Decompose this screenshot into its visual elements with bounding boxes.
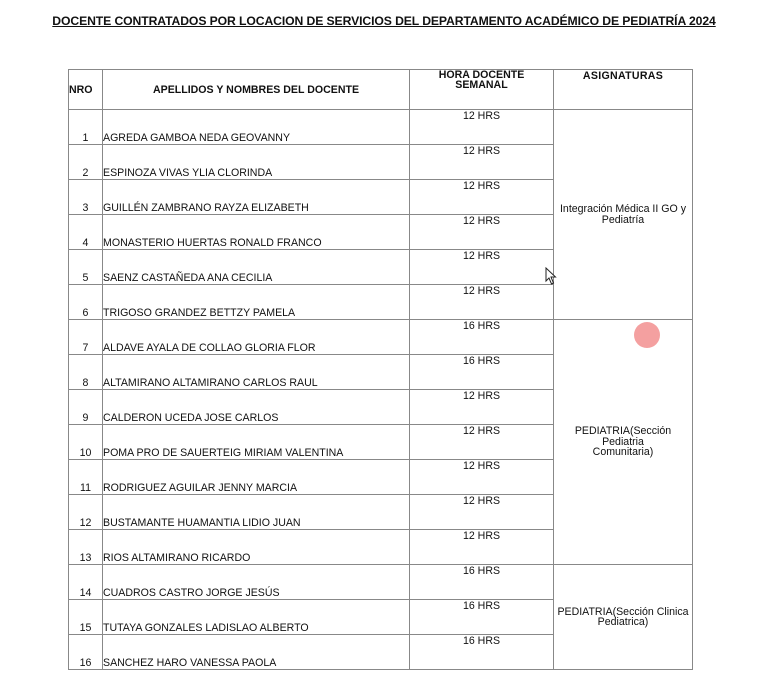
row-nro: 6	[69, 285, 103, 320]
row-hours: 12 HRS	[410, 215, 554, 250]
table-row	[69, 565, 693, 600]
row-name: CALDERON UCEDA JOSE CARLOS	[103, 390, 410, 425]
header-subjects: ASIGNATURAS	[554, 70, 693, 110]
row-nro: 1	[69, 110, 103, 145]
subject-group-2	[554, 320, 693, 565]
header-hours	[410, 70, 554, 110]
row-name: RODRIGUEZ AGUILAR JENNY MARCIA	[103, 460, 410, 495]
row-hours: 12 HRS	[410, 285, 554, 320]
row-nro: 12	[69, 495, 103, 530]
row-name: ESPINOZA VIVAS YLIA CLORINDA	[103, 145, 410, 180]
row-name: TUTAYA GONZALES LADISLAO ALBERTO	[103, 600, 410, 635]
row-hours: 12 HRS	[410, 460, 554, 495]
row-nro: 8	[69, 355, 103, 390]
row-name: TRIGOSO GRANDEZ BETTZY PAMELA	[103, 285, 410, 320]
row-name: BUSTAMANTE HUAMANTIA LIDIO JUAN	[103, 495, 410, 530]
row-hours: 16 HRS	[410, 600, 554, 635]
row-name: MONASTERIO HUERTAS RONALD FRANCO	[103, 215, 410, 250]
teacher-table	[68, 69, 693, 670]
row-hours: 12 HRS	[410, 390, 554, 425]
subject-group-2-line2: Comunitaria)	[592, 446, 654, 459]
row-nro: 13	[69, 530, 103, 565]
table-row	[69, 320, 693, 355]
header-name: APELLIDOS Y NOMBRES DEL DOCENTE	[103, 70, 410, 110]
row-name: SAENZ CASTAÑEDA ANA CECILIA	[103, 250, 410, 285]
subject-group-3-line2: Pediatrica)	[597, 616, 649, 628]
row-name: GUILLÉN ZAMBRANO RAYZA ELIZABETH	[103, 180, 410, 215]
header-nro: NRO	[69, 70, 103, 110]
row-nro: 4	[69, 215, 103, 250]
row-name: AGREDA GAMBOA NEDA GEOVANNY	[103, 110, 410, 145]
row-nro: 3	[69, 180, 103, 215]
mouse-pointer-icon	[545, 267, 557, 285]
row-hours: 16 HRS	[410, 355, 554, 390]
row-hours: 12 HRS	[410, 530, 554, 565]
row-hours: 16 HRS	[410, 565, 554, 600]
row-hours: 12 HRS	[410, 145, 554, 180]
row-hours: 12 HRS	[410, 425, 554, 460]
document-title: DOCENTE CONTRATADOS POR LOCACION DE SERVICIOS DEL DEPARTAMENTO ACADÉMICO DE PEDIATRÍA 2024	[52, 14, 716, 28]
subject-group-1	[554, 110, 693, 320]
row-hours: 12 HRS	[410, 495, 554, 530]
click-marker	[634, 322, 660, 348]
row-nro: 15	[69, 600, 103, 635]
subject-group-2-line1: PEDIATRIA(Sección Pediatria	[574, 425, 672, 448]
subject-group-1-line2: Pediatría	[601, 213, 645, 226]
row-nro: 5	[69, 250, 103, 285]
row-name: ALDAVE AYALA DE COLLAO GLORIA FLOR	[103, 320, 410, 355]
row-name: SANCHEZ HARO VANESSA PAOLA	[103, 635, 410, 670]
row-hours: 12 HRS	[410, 180, 554, 215]
row-name: POMA PRO DE SAUERTEIG MIRIAM VALENTINA	[103, 425, 410, 460]
header-hours-line2: SEMANAL	[455, 79, 508, 91]
row-nro: 9	[69, 390, 103, 425]
row-hours: 12 HRS	[410, 110, 554, 145]
row-nro: 16	[69, 635, 103, 670]
table-row	[69, 110, 693, 145]
row-nro: 11	[69, 460, 103, 495]
subject-group-3	[554, 565, 693, 670]
row-nro: 7	[69, 320, 103, 355]
row-nro: 10	[69, 425, 103, 460]
subject-group-1-line1: Integración Médica II GO y	[559, 203, 686, 215]
header-hours-line1: HORA DOCENTE	[438, 69, 525, 81]
row-nro: 2	[69, 145, 103, 180]
table-header-row	[69, 70, 693, 110]
row-hours: 16 HRS	[410, 635, 554, 670]
row-name: RIOS ALTAMIRANO RICARDO	[103, 530, 410, 565]
row-hours: 16 HRS	[410, 320, 554, 355]
row-name: ALTAMIRANO ALTAMIRANO CARLOS RAUL	[103, 355, 410, 390]
row-name: CUADROS CASTRO JORGE JESÚS	[103, 565, 410, 600]
row-nro: 14	[69, 565, 103, 600]
subject-group-3-line1: PEDIATRIA(Sección Clinica	[557, 605, 689, 618]
row-hours: 12 HRS	[410, 250, 554, 285]
